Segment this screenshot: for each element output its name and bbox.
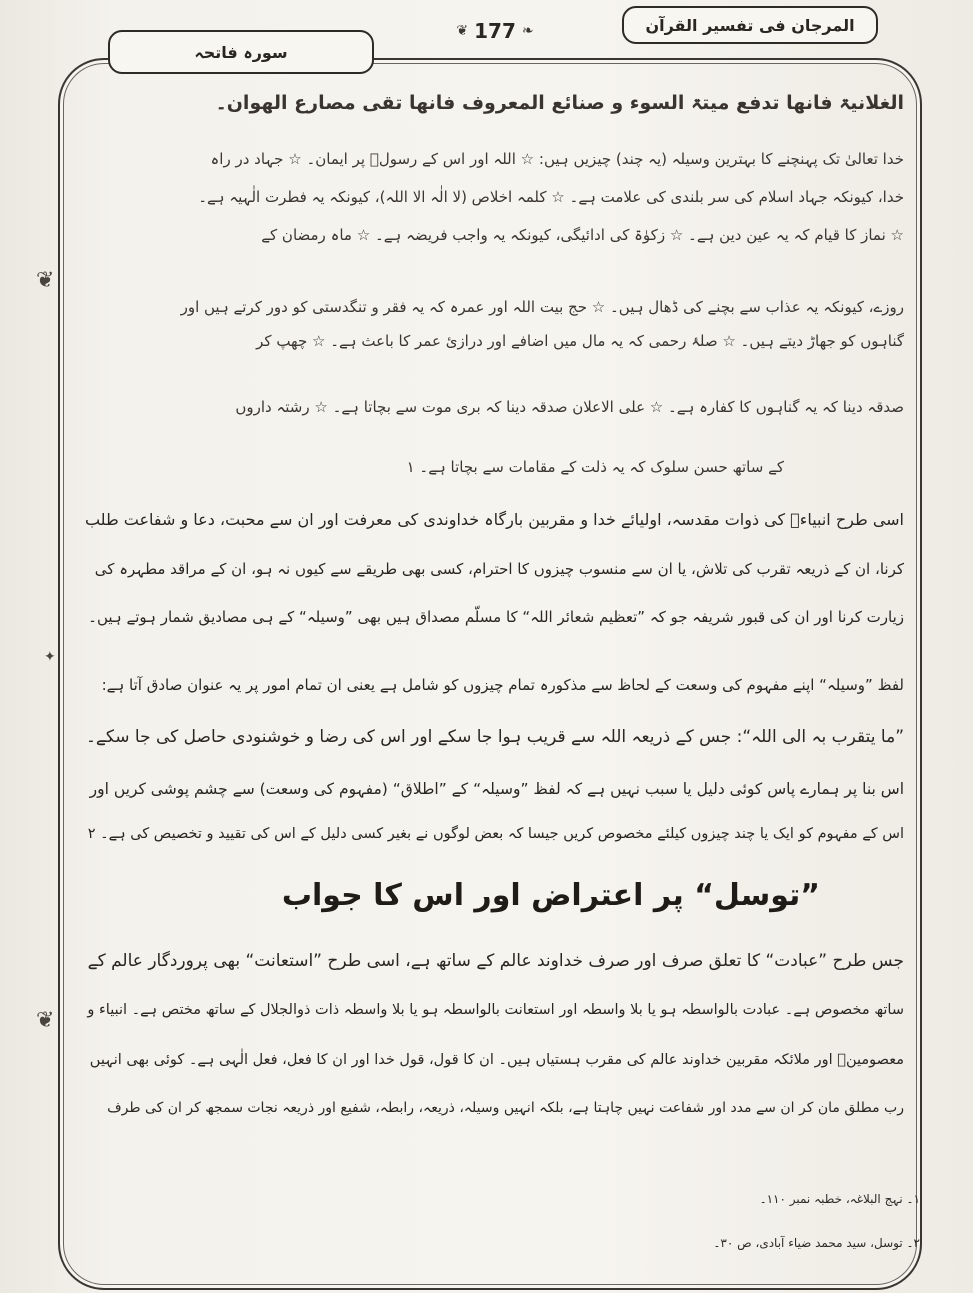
text-line: روزے، کیونکہ یہ عذاب سے بچنے کی ڈھال ہیں۔ ☆ حج بیت اللہ اور عمرہ کہ یہ فقر و تنگدستی کو دور کرتے ہیں اور <box>180 298 904 316</box>
section-heading: ”توسل“ پر اعتراض اور اس کا جواب <box>281 878 820 913</box>
text-line: کرنا، ان کے ذریعہ تقرب کی تلاش، یا ان سے منسوب چیزوں کا احترام، کسی بھی طریقے سے کیوں نہ ہو، ان کے مراقد مطہرہ کی <box>94 560 904 578</box>
page-number: 177 <box>474 19 516 43</box>
text-line: اس بنا پر ہمارے پاس کوئی دلیل یا سبب نہیں ہے کہ لفظ ”وسیلہ“ کے ”اطلاق“ (مفہوم کی وسعت) سے چشم پوشی کریں اور <box>89 780 904 798</box>
text-line: خدا تعالیٰ تک پہنچنے کا بہترین وسیلہ (یہ چند) چیزیں ہیں: ☆ اللہ اور اس کے رسولؐ پر ایمان۔ ☆ جہاد در راہ <box>210 150 904 168</box>
margin-ornament-icon: ❦ <box>36 1008 55 1033</box>
book-title-cartouche <box>622 6 878 44</box>
text-line: معصومینؑ اور ملائکہ مقربین خداوند عالم کی مقرب ہستیاں ہیں۔ ان کا قول، قول خدا اور ان کا فعل، فعل الٰہی ہے۔ کوئی بھی انہیں <box>89 1052 904 1068</box>
book-title: المرجان فی تفسیر القرآن <box>645 15 855 35</box>
text-line: اسی طرح انبیاءؑ کی ذوات مقدسہ، اولیائے خدا و مقربین بارگاہ خداوندی کی معرفت اور ان سے محبت، دعا و شفاعت طلب <box>84 510 904 529</box>
footnote: ۲۔ توسل، سید محمد ضیاء آبادی، ص ۳۰۔ <box>713 1236 920 1250</box>
text-line: ☆ نماز کا قیام کہ یہ عین دین ہے۔ ☆ زکوٰۃ کی ادائیگی، کیونکہ یہ واجب فریضہ ہے۔ ☆ ماہ رمضان کے <box>261 226 904 244</box>
text-line: زیارت کرنا اور ان کی قبور شریفہ جو کہ ”تعظیم شعائر اللہ“ کا مسلّم مصداق ہیں بھی ”وسیلہ“ کے ہی مصادیق شمار ہوتے ہیں۔ <box>88 608 904 626</box>
text-line: اس کے مفہوم کو ایک یا چند چیزوں کیلئے مخصوص کریں جیسا کہ بعض لوگوں نے بغیر کسی دلیل کے اس کی تقیید و تخصیص کی ہے۔ ۲ <box>87 826 904 842</box>
ornament-right-icon: ❧ <box>521 23 534 39</box>
surah-name: سورہ فاتحہ <box>194 42 288 62</box>
footnote: ۱۔ نہج البلاغہ، خطبہ نمبر ۱۱۰۔ <box>759 1192 920 1206</box>
text-line: صدقہ دینا کہ یہ گناہوں کا کفارہ ہے۔ ☆ علی الاعلان صدقہ دینا کہ بری موت سے بچاتا ہے۔ ☆ رشتہ داروں <box>235 398 904 416</box>
text-line: ساتھ مخصوص ہے۔ عبادت بالواسطہ ہو یا بلا واسطہ اور استعانت بالواسطہ ہو یا بلا واسطہ ذات ذوالجلال کے ساتھ مختص ہے۔ انبیاء و <box>87 1002 904 1018</box>
ornament-left-icon: ❦ <box>456 23 469 39</box>
text-line: لفظ ”وسیلہ“ اپنے مفہوم کی وسعت کے لحاظ سے مذکورہ تمام چیزوں کو شامل ہے یعنی ان تمام امور پر یہ عنوان صادق آتا ہے: <box>101 676 904 694</box>
text-line: ”ما یتقرب بہ الی اللہ“: جس کے ذریعہ اللہ سے قریب ہوا جا سکے اور اس کی رضا و خوشنودی حاصل کی جا سکے۔ <box>85 727 904 747</box>
text-line: خدا، کیونکہ جہاد اسلام کی سر بلندی کی علامت ہے۔ ☆ کلمہ اخلاص (لا الٰہ الا اللہ)، کیونکہ یہ فطرت الٰہیہ ہے۔ <box>198 188 904 206</box>
surah-name-cartouche <box>108 30 374 74</box>
text-line: گناہوں کو جھاڑ دیتے ہیں۔ ☆ صلۂ رحمی کہ یہ مال میں اضافے اور درازیٔ عمر کا باعث ہے۔ ☆ چھپ کر <box>256 332 904 350</box>
arabic-hadith-line: الغلانیۃ فانھا تدفع میتۃ السوء و صنائع المعروف فانھا تقی مصارع الھوان۔ <box>215 92 904 114</box>
margin-mark-icon: ✦ <box>44 649 56 665</box>
text-line: کے ساتھ حسن سلوک کہ یہ ذلت کے مقامات سے بچاتا ہے۔ ۱ <box>406 458 784 476</box>
text-line: جس طرح ”عبادت“ کا تعلق صرف اور صرف خداوند عالم کے ساتھ ہے، اسی طرح ”استعانت“ بھی پروردگار عالم کے <box>87 951 904 971</box>
page-number-block <box>440 16 550 46</box>
text-line: رب مطلق مان کر ان سے مدد اور شفاعت نہیں چاہتا ہے، بلکہ انہیں وسیلہ، ذریعہ، رابطہ، شفیع اور ذریعہ نجات سمجھ کر ان کی طرف <box>107 1100 904 1116</box>
margin-ornament-icon: ❦ <box>36 268 55 293</box>
